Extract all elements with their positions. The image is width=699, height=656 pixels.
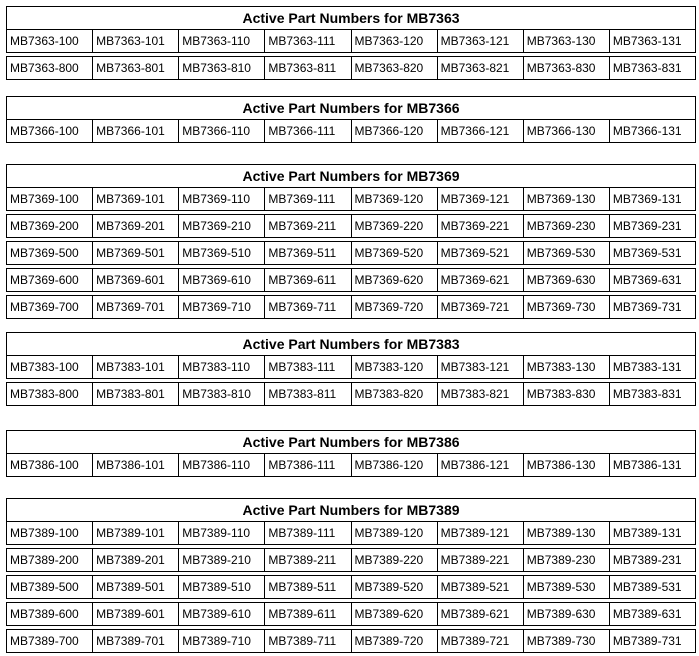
part-number-cell: MB7363-820: [351, 57, 437, 80]
part-number-cell: MB7369-130: [523, 188, 609, 211]
part-number-cell: MB7369-711: [265, 296, 351, 319]
part-number-cell: MB7389-510: [179, 576, 265, 599]
part-number-cell: MB7383-811: [265, 383, 351, 406]
part-number-cell: MB7386-130: [523, 454, 609, 477]
table-title: Active Part Numbers for MB7369: [7, 165, 696, 188]
table-row: [7, 120, 696, 143]
part-number-cell: MB7389-620: [351, 603, 437, 626]
part-number-cell: MB7389-220: [351, 549, 437, 572]
part-number-cell: MB7369-531: [609, 242, 695, 265]
part-number-cell: MB7363-120: [351, 30, 437, 53]
part-number-cell: MB7383-130: [523, 356, 609, 379]
part-number-cell: MB7363-111: [265, 30, 351, 53]
part-number-cell: MB7363-800: [7, 57, 93, 80]
part-number-cell: MB7389-610: [179, 603, 265, 626]
table-row: [7, 215, 696, 238]
part-number-cell: MB7369-131: [609, 188, 695, 211]
part-number-cell: MB7389-720: [351, 630, 437, 653]
part-number-cell: MB7386-110: [179, 454, 265, 477]
part-number-cell: MB7363-100: [7, 30, 93, 53]
part-number-table: [6, 164, 696, 319]
part-number-cell: MB7366-121: [437, 120, 523, 143]
part-number-cell: MB7389-611: [265, 603, 351, 626]
part-number-cell: MB7389-221: [437, 549, 523, 572]
part-number-cell: MB7369-630: [523, 269, 609, 292]
part-number-cell: MB7369-511: [265, 242, 351, 265]
part-number-cell: MB7389-531: [609, 576, 695, 599]
part-number-cell: MB7389-601: [93, 603, 179, 626]
part-number-cell: MB7383-801: [93, 383, 179, 406]
part-number-cell: MB7383-110: [179, 356, 265, 379]
part-number-cell: MB7386-120: [351, 454, 437, 477]
table-row: [7, 630, 696, 653]
part-number-cell: MB7363-830: [523, 57, 609, 80]
part-number-cell: MB7383-821: [437, 383, 523, 406]
part-number-cell: MB7383-810: [179, 383, 265, 406]
part-number-cell: MB7369-220: [351, 215, 437, 238]
part-number-cell: MB7383-830: [523, 383, 609, 406]
part-number-cell: MB7369-521: [437, 242, 523, 265]
part-number-cell: MB7389-501: [93, 576, 179, 599]
part-number-cell: MB7369-231: [609, 215, 695, 238]
part-number-cell: MB7389-120: [351, 522, 437, 545]
part-number-cell: MB7369-720: [351, 296, 437, 319]
table-row: [7, 296, 696, 319]
part-number-cell: MB7383-831: [609, 383, 695, 406]
part-number-cell: MB7363-801: [93, 57, 179, 80]
part-number-cell: MB7369-730: [523, 296, 609, 319]
part-number-cell: MB7386-101: [93, 454, 179, 477]
table-title: Active Part Numbers for MB7389: [7, 499, 696, 522]
part-number-cell: MB7389-230: [523, 549, 609, 572]
part-number-cell: MB7389-130: [523, 522, 609, 545]
part-number-cell: MB7389-211: [265, 549, 351, 572]
part-number-cell: MB7389-110: [179, 522, 265, 545]
part-number-table: [6, 6, 696, 80]
part-number-cell: MB7389-231: [609, 549, 695, 572]
part-number-cell: MB7389-631: [609, 603, 695, 626]
table-row: [7, 242, 696, 265]
part-number-cell: MB7369-200: [7, 215, 93, 238]
part-number-cell: MB7383-111: [265, 356, 351, 379]
part-number-cell: MB7366-131: [609, 120, 695, 143]
table-row: [7, 383, 696, 406]
part-number-cell: MB7389-200: [7, 549, 93, 572]
part-number-cell: MB7369-221: [437, 215, 523, 238]
part-number-cell: MB7366-100: [7, 120, 93, 143]
part-number-cell: MB7366-120: [351, 120, 437, 143]
part-number-cell: MB7389-521: [437, 576, 523, 599]
table-row: [7, 549, 696, 572]
table-row: [7, 188, 696, 211]
part-number-cell: MB7389-721: [437, 630, 523, 653]
part-number-cell: MB7383-121: [437, 356, 523, 379]
part-number-cell: MB7369-210: [179, 215, 265, 238]
part-number-cell: MB7366-111: [265, 120, 351, 143]
part-number-cell: MB7369-500: [7, 242, 93, 265]
part-number-cell: MB7389-121: [437, 522, 523, 545]
part-number-cell: MB7389-731: [609, 630, 695, 653]
table-title: Active Part Numbers for MB7386: [7, 431, 696, 454]
part-number-cell: MB7369-610: [179, 269, 265, 292]
part-number-cell: MB7369-101: [93, 188, 179, 211]
part-number-cell: MB7369-120: [351, 188, 437, 211]
part-number-cell: MB7369-731: [609, 296, 695, 319]
part-number-table: [6, 430, 696, 477]
part-number-cell: MB7389-710: [179, 630, 265, 653]
part-number-cell: MB7369-601: [93, 269, 179, 292]
part-number-cell: MB7369-201: [93, 215, 179, 238]
part-number-cell: MB7363-811: [265, 57, 351, 80]
part-number-cell: MB7389-101: [93, 522, 179, 545]
table-row: [7, 522, 696, 545]
part-number-cell: MB7363-131: [609, 30, 695, 53]
part-number-cell: MB7369-700: [7, 296, 93, 319]
part-number-cell: MB7369-110: [179, 188, 265, 211]
part-number-table: [6, 96, 696, 143]
part-number-cell: MB7363-821: [437, 57, 523, 80]
part-number-cell: MB7383-131: [609, 356, 695, 379]
part-number-cell: MB7363-831: [609, 57, 695, 80]
part-number-cell: MB7389-730: [523, 630, 609, 653]
part-number-cell: MB7369-100: [7, 188, 93, 211]
part-number-cell: MB7383-800: [7, 383, 93, 406]
part-number-cell: MB7389-511: [265, 576, 351, 599]
part-number-cell: MB7386-121: [437, 454, 523, 477]
part-number-cell: MB7369-510: [179, 242, 265, 265]
part-number-cell: MB7369-701: [93, 296, 179, 319]
part-number-cell: MB7389-700: [7, 630, 93, 653]
table-row: [7, 269, 696, 292]
table-row: [7, 454, 696, 477]
part-number-cell: MB7369-121: [437, 188, 523, 211]
part-number-cell: MB7383-120: [351, 356, 437, 379]
part-number-cell: MB7363-110: [179, 30, 265, 53]
part-number-cell: MB7366-101: [93, 120, 179, 143]
part-number-cell: MB7386-111: [265, 454, 351, 477]
part-number-cell: MB7369-520: [351, 242, 437, 265]
table-row: [7, 57, 696, 80]
part-number-cell: MB7363-130: [523, 30, 609, 53]
part-number-cell: MB7369-501: [93, 242, 179, 265]
part-number-table: [6, 498, 696, 653]
table-row: [7, 576, 696, 599]
part-number-cell: MB7363-810: [179, 57, 265, 80]
part-number-cell: MB7369-530: [523, 242, 609, 265]
table-row: [7, 30, 696, 53]
part-number-cell: MB7389-630: [523, 603, 609, 626]
part-number-cell: MB7369-710: [179, 296, 265, 319]
part-number-cell: MB7386-131: [609, 454, 695, 477]
table-title: Active Part Numbers for MB7366: [7, 97, 696, 120]
part-number-cell: MB7369-721: [437, 296, 523, 319]
table-row: [7, 356, 696, 379]
part-number-cell: MB7369-111: [265, 188, 351, 211]
part-number-cell: MB7369-230: [523, 215, 609, 238]
part-number-cell: MB7389-711: [265, 630, 351, 653]
part-number-cell: MB7383-820: [351, 383, 437, 406]
part-number-table: [6, 332, 696, 406]
part-number-cell: MB7366-130: [523, 120, 609, 143]
part-number-cell: MB7369-631: [609, 269, 695, 292]
part-number-cell: MB7389-111: [265, 522, 351, 545]
part-number-cell: MB7369-600: [7, 269, 93, 292]
part-number-cell: MB7389-131: [609, 522, 695, 545]
part-number-cell: MB7389-520: [351, 576, 437, 599]
part-number-cell: MB7389-600: [7, 603, 93, 626]
part-number-cell: MB7389-530: [523, 576, 609, 599]
table-title: Active Part Numbers for MB7363: [7, 7, 696, 30]
part-number-cell: MB7363-101: [93, 30, 179, 53]
part-number-cell: MB7389-100: [7, 522, 93, 545]
part-number-cell: MB7369-211: [265, 215, 351, 238]
part-number-cell: MB7363-121: [437, 30, 523, 53]
part-number-cell: MB7389-500: [7, 576, 93, 599]
part-number-cell: MB7369-621: [437, 269, 523, 292]
part-number-cell: MB7389-201: [93, 549, 179, 572]
part-number-cell: MB7389-621: [437, 603, 523, 626]
part-number-cell: MB7366-110: [179, 120, 265, 143]
part-number-cell: MB7383-101: [93, 356, 179, 379]
table-row: [7, 603, 696, 626]
part-number-cell: MB7369-620: [351, 269, 437, 292]
part-number-cell: MB7369-611: [265, 269, 351, 292]
table-title: Active Part Numbers for MB7383: [7, 333, 696, 356]
part-number-cell: MB7389-701: [93, 630, 179, 653]
part-number-cell: MB7389-210: [179, 549, 265, 572]
part-number-cell: MB7383-100: [7, 356, 93, 379]
part-number-cell: MB7386-100: [7, 454, 93, 477]
